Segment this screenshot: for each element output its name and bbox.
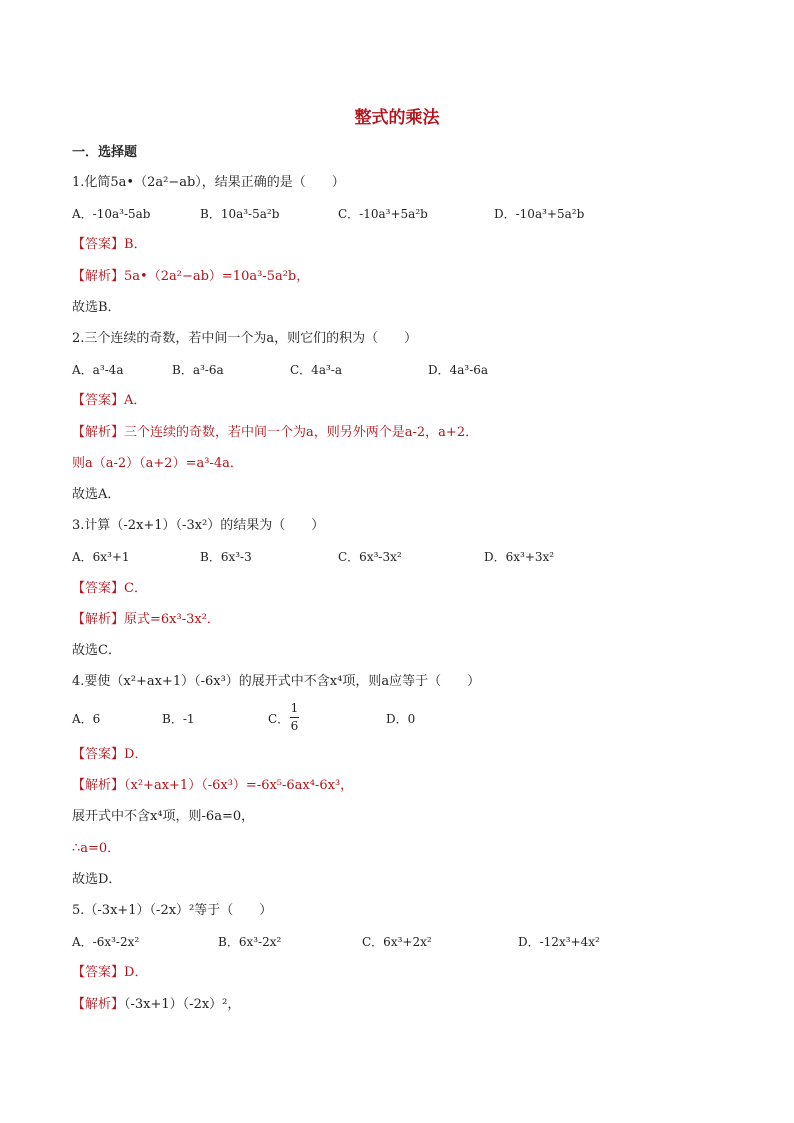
q2-conclusion: 故选A．	[72, 487, 121, 502]
q3-option-a: A．6x³+1	[72, 550, 130, 564]
q5-option-d: D．-12x³+4x²	[518, 935, 600, 949]
analysis-tag: 【解析】	[72, 269, 125, 284]
document-title: 整式的乘法	[354, 108, 440, 128]
fraction-numerator: 1	[290, 701, 299, 715]
q4-answer	[72, 746, 147, 764]
answer-tag: 【答案】	[72, 581, 125, 596]
q3-conclusion: 故选C．	[72, 643, 121, 658]
answer-tag: 【答案】	[72, 393, 125, 408]
analysis-text: （-3x+1）（-2x）²，	[124, 997, 241, 1012]
q5-analysis	[72, 996, 240, 1014]
answer-value: C．	[124, 581, 147, 596]
q4-option-a: A．6	[72, 712, 101, 726]
q2-option-d: D．4a³-6a	[428, 363, 489, 377]
q2-answer	[72, 392, 146, 410]
q1-option-b: B．10a³-5a²b	[200, 207, 280, 221]
question-4-stem: 4.要使（x²+ax+1）（-6x³）的展开式中不含x⁴项，则a应等于（ ）	[72, 674, 481, 689]
analysis-text: 三个连续的奇数，若中间一个为a，则另外两个是a-2，a+2．	[124, 425, 479, 440]
answer-value: D．	[124, 965, 148, 980]
question-3-stem: 3.计算（-2x+1）（-3x²）的结果为（ ）	[72, 518, 325, 533]
q4-option-c-fraction	[290, 702, 299, 733]
q3-option-d: D．6x³+3x²	[484, 550, 555, 564]
q1-option-a: A．-10a³-5ab	[72, 207, 151, 221]
question-5-stem: 5.（-3x+1）（-2x）²等于（ ）	[72, 903, 273, 918]
q5-option-b: B．6x³-2x²	[218, 935, 282, 949]
answer-tag: 【答案】	[72, 965, 125, 980]
q3-option-c: C．6x³-3x²	[338, 550, 402, 564]
q4-conclusion: 故选D．	[72, 872, 122, 887]
analysis-text: 5a•（2a²−ab）=10a³-5a²b，	[124, 269, 310, 284]
analysis-tag: 【解析】	[72, 612, 125, 627]
question-2-stem: 2.三个连续的奇数，若中间一个为a，则它们的积为（ ）	[72, 331, 418, 346]
q4-option-c: C．	[268, 712, 290, 726]
q2-option-a: A．a³-4a	[72, 363, 124, 377]
q2-option-b: B．a³-6a	[172, 363, 224, 377]
q3-analysis	[72, 611, 220, 629]
analysis-text: 原式=6x³-3x²．	[124, 612, 220, 627]
q4-option-b: B．-1	[162, 712, 195, 726]
q5-option-c: C．6x³+2x²	[362, 935, 432, 949]
fraction-bar	[290, 717, 299, 718]
q4-analysis	[72, 777, 353, 795]
q1-conclusion: 故选B．	[72, 300, 121, 315]
answer-value: A．	[124, 393, 147, 408]
answer-tag: 【答案】	[72, 747, 125, 762]
q5-option-a: A．-6x³-2x²	[72, 935, 140, 949]
answer-value: D．	[124, 747, 148, 762]
q2-analysis-line-2: 则a（a-2）（a+2）=a³-4a．	[72, 456, 243, 471]
q2-option-c: C．4a³-a	[290, 363, 342, 377]
q3-option-b: B．6x³-3	[200, 550, 252, 564]
analysis-text: （x²+ax+1）（-6x³）=-6x⁵-6ax⁴-6x³，	[124, 778, 354, 793]
answer-value: B．	[124, 237, 147, 252]
q4-option-d: D．0	[386, 712, 416, 726]
analysis-tag: 【解析】	[72, 997, 125, 1012]
q4-analysis-line-2: 展开式中不含x⁴项，则-6a=0，	[72, 809, 255, 824]
analysis-tag: 【解析】	[72, 778, 125, 793]
q4-analysis-line-3: ∴a=0．	[72, 841, 121, 856]
answer-tag: 【答案】	[72, 237, 125, 252]
section-heading: 一．选择题	[72, 145, 138, 160]
q1-option-c: C．-10a³+5a²b	[338, 207, 428, 221]
fraction-denominator: 6	[290, 719, 299, 733]
q1-analysis	[72, 268, 309, 286]
q1-option-d: D．-10a³+5a²b	[494, 207, 585, 221]
q1-answer	[72, 236, 147, 254]
q2-analysis	[72, 424, 478, 442]
q5-answer	[72, 964, 147, 982]
q3-answer	[72, 580, 147, 598]
analysis-tag: 【解析】	[72, 425, 125, 440]
question-1-stem: 1.化简5a•（2a²−ab），结果正确的是（ ）	[72, 175, 345, 190]
